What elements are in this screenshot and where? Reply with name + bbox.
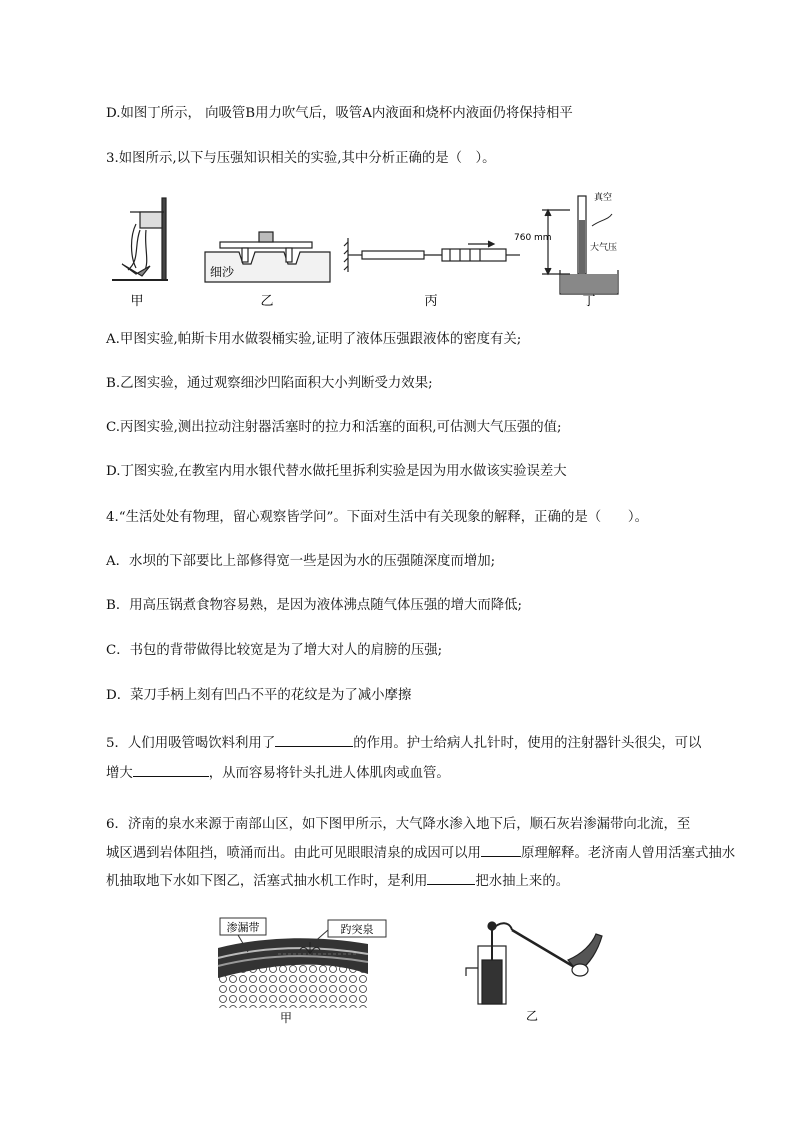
caption-ding: 丁 bbox=[582, 294, 596, 309]
vacuum-label: 真空 bbox=[594, 193, 613, 203]
q4-stem: 4.“生活处处有物理，留心观察皆学问”。下面对生活中有关现象的解释，正确的是（ ）。 bbox=[106, 510, 648, 525]
q4-option-d: D．菜刀手柄上刻有凹凸不平的花纹是为了减小摩擦 bbox=[106, 688, 412, 703]
q3-figure bbox=[100, 190, 640, 310]
q5-text-2: 的作用。护士给病人扎针时，使用的注射器针头很尖，可以 bbox=[353, 736, 702, 751]
q4-option-a: A．水坝的下部要比上部修得宽一些是因为水的压强随深度而增加; bbox=[106, 554, 496, 569]
caption-jia-q6: 甲 bbox=[279, 1011, 293, 1025]
q6-blank-1[interactable] bbox=[481, 842, 521, 857]
q6-text-3a: 机抽取地下水如下图乙，活塞式抽水机工作时，是利用 bbox=[106, 874, 428, 889]
sand-label: 细沙 bbox=[210, 265, 235, 279]
q4-option-c: C．书包的背带做得比较宽是为了增大对人的肩膀的压强; bbox=[106, 643, 443, 658]
caption-yi: 乙 bbox=[260, 294, 274, 309]
caption-yi-q6: 乙 bbox=[525, 1009, 539, 1023]
q5-text-4: ，从而容易将针头扎进人体肌肉或血管。 bbox=[208, 766, 450, 781]
q5-blank-2[interactable] bbox=[133, 762, 209, 777]
pressure-label: 大气压 bbox=[590, 243, 618, 253]
q3-option-c: C.丙图实验,测出拉动注射器活塞时的拉力和活塞的面积,可估测大气压强的值; bbox=[106, 420, 562, 435]
q5-line-2 bbox=[106, 762, 450, 784]
q2-option-d: D.如图丁所示， 向吸管B用力吹气后，吸管A内液面和烧杯内液面仍将保持相平 bbox=[106, 106, 573, 121]
q5-text-3: 增大 bbox=[106, 766, 133, 781]
caption-bing: 丙 bbox=[424, 294, 438, 309]
pump-diagram bbox=[466, 922, 602, 1004]
q5-line-1 bbox=[106, 732, 701, 754]
q4-option-b: B．用高压锅煮食物容易熟，是因为液体沸点随气体压强的增大而降低; bbox=[106, 598, 523, 613]
q3-option-a: A.甲图实验,帕斯卡用水做裂桶实验,证明了液体压强跟液体的密度有关; bbox=[106, 332, 522, 347]
seepage-label: 渗漏带 bbox=[226, 921, 260, 934]
q6-blank-2[interactable] bbox=[427, 870, 475, 885]
q5-text-1: 5．人们用吸管喝饮料利用了 bbox=[106, 736, 276, 751]
q6-figure-yi bbox=[456, 920, 606, 1024]
q6-text-2a: 城区遇到岩体阻挡，喷涌而出。由此可见眼眼清泉的成因可以用 bbox=[106, 846, 481, 861]
q3-stem: 3.如图所示,以下与压强知识相关的实验,其中分析正确的是（ ）。 bbox=[106, 151, 496, 166]
q6-text-3b: 把水抽上来的。 bbox=[475, 874, 570, 889]
q5-blank-1[interactable] bbox=[275, 732, 353, 747]
height-label: 760 mm bbox=[514, 233, 552, 243]
q3-option-b: B.乙图实验，通过观察细沙凹陷面积大小判断受力效果; bbox=[106, 376, 433, 391]
q6-line-1: 6．济南的泉水来源于南部山区，如下图甲所示，大气降水渗入地下后，顺石灰岩渗漏带向北流，至 bbox=[106, 817, 691, 832]
q3-option-d: D.丁图实验,在教室内用水银代替水做托里拆利实验是因为用水做该实验误差大 bbox=[106, 464, 567, 479]
q6-line-3 bbox=[106, 870, 569, 892]
figure-jia-barrel-diagram bbox=[112, 198, 168, 280]
q6-line-2 bbox=[106, 842, 735, 864]
spring-label: 趵突泉 bbox=[340, 923, 374, 936]
q6-figure-jia bbox=[218, 914, 374, 1026]
caption-jia: 甲 bbox=[130, 294, 144, 309]
q6-text-2b: 原理解释。老济南人曾用活塞式抽水 bbox=[520, 846, 736, 861]
figure-bing-syringe-diagram bbox=[344, 238, 520, 272]
